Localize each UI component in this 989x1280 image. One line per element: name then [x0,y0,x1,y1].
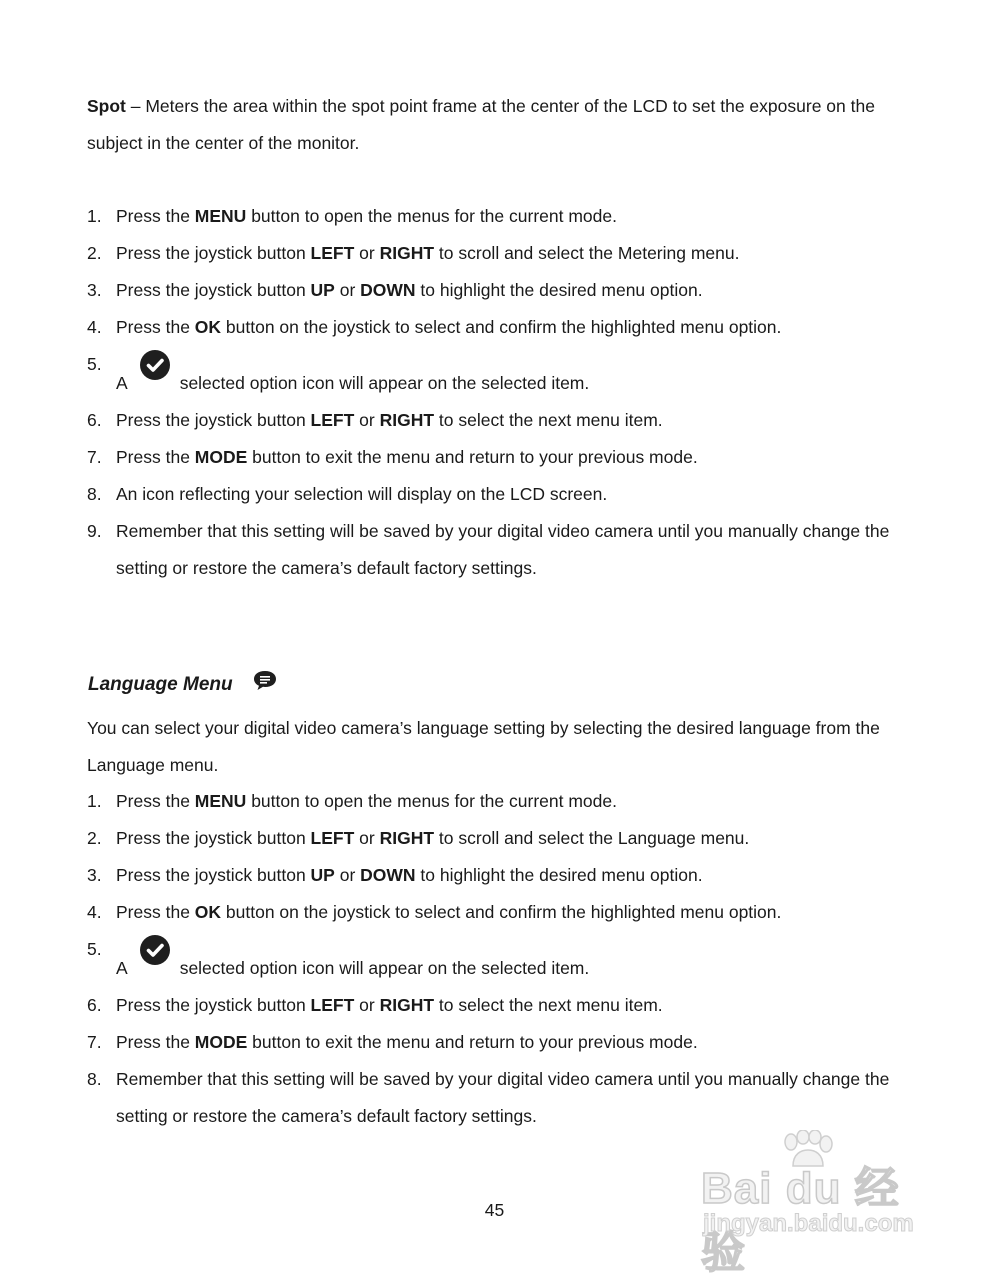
list-item [87,1061,917,1135]
list-item [87,235,917,272]
button-name: RIGHT [379,828,435,848]
step-text: button on the joystick to select and confirm the highlighted menu option. [221,317,782,337]
step-text: A [116,958,128,978]
speech-bubble-icon [252,669,278,693]
step-text: or [354,243,380,263]
list-item [87,857,917,894]
list-item-number: 2. [87,828,102,848]
list-item [87,931,917,987]
step-text: Press the joystick button [116,410,311,430]
step-text: Press the joystick button [116,280,311,300]
list-item [87,783,917,820]
list-item [87,309,917,346]
button-name: LEFT [310,995,355,1015]
list-item [87,272,917,309]
step-text: button to exit the menu and return to your previous mode. [247,1032,698,1052]
step-text: Press the joystick button [116,865,311,885]
button-name: LEFT [310,410,355,430]
step-text: Press the joystick button [116,243,311,263]
check-circle-icon [140,350,170,380]
list-item-number: 3. [87,865,102,885]
step-text: to scroll and select the Metering menu. [434,243,740,263]
step-text: button to open the menus for the current mode. [246,206,617,226]
button-name: LEFT [310,828,355,848]
list-item [87,820,917,857]
step-text: to scroll and select the Language menu. [434,828,750,848]
list-item [87,1024,917,1061]
list-item [87,402,917,439]
spot-term: Spot [87,96,126,116]
step-text: to select the next menu item. [434,995,663,1015]
list-item-number: 3. [87,280,102,300]
list-item [87,198,917,235]
list-item-number: 8. [87,1069,102,1089]
list-item-number: 5. [87,939,102,959]
button-name: OK [194,902,222,922]
button-name: DOWN [360,865,416,885]
step-text: Remember that this setting will be saved by your digital video camera until you manually change the setting or restore the camera’s default factory settings. [116,521,890,578]
step-text: Press the [116,791,195,811]
spot-paragraph [87,88,917,162]
step-text: to highlight the desired menu option. [415,280,703,300]
step-text: Press the [116,317,195,337]
list-item-number: 1. [87,206,102,226]
button-name: DOWN [360,280,416,300]
list-item-number: 9. [87,521,102,541]
list-item-number: 6. [87,995,102,1015]
button-name: RIGHT [379,995,435,1015]
button-name: LEFT [310,243,355,263]
list-item-number: 7. [87,447,102,467]
list-item-number: 4. [87,902,102,922]
step-text: button to exit the menu and return to your previous mode. [247,447,698,467]
list-item [87,476,917,513]
step-text: Press the [116,1032,195,1052]
step-text: An icon reflecting your selection will display on the LCD screen. [116,484,608,504]
spot-dash: – [125,96,146,116]
step-text: to highlight the desired menu option. [415,865,703,885]
step-text: or [334,865,361,885]
step-text: button on the joystick to select and confirm the highlighted menu option. [221,902,782,922]
page-number: 45 [484,1200,505,1220]
list-item [87,987,917,1024]
button-name: OK [194,317,222,337]
button-name: RIGHT [379,243,435,263]
step-text: Press the [116,206,195,226]
list-item [87,513,917,587]
list-item [87,439,917,476]
step-text: to select the next menu item. [434,410,663,430]
baidu-watermark [701,1130,931,1277]
metering-steps-list [87,198,917,587]
check-circle-icon [140,935,170,965]
step-text: button to open the menus for the current mode. [246,791,617,811]
watermark-url: jingyan.baidu.com [703,1210,914,1237]
list-item [87,346,917,402]
button-name: MODE [194,447,248,467]
spot-description: Meters the area within the spot point frame at the center of the LCD to set the exposure on the subject in the center of the monitor. [87,96,875,153]
step-text: Press the joystick button [116,995,311,1015]
list-item-number: 4. [87,317,102,337]
button-name: MENU [194,206,247,226]
step-text: Press the [116,447,195,467]
step-text: A [116,373,128,393]
button-name: UP [310,280,335,300]
step-text: Remember that this setting will be saved by your digital video camera until you manually change the setting or restore the camera’s default factory settings. [116,1069,890,1126]
language-intro: You can select your digital video camera’s language setting by selecting the desired language from the Language menu. [87,718,880,775]
step-text: or [334,280,361,300]
watermark-logo-text: Bai du 经验 [701,1164,900,1277]
step-text: Press the [116,902,195,922]
language-heading: Language Menu [88,674,233,695]
button-name: RIGHT [379,410,435,430]
list-item-number: 7. [87,1032,102,1052]
step-text: selected option icon will appear on the selected item. [179,958,590,978]
list-item-number: 6. [87,410,102,430]
step-text: or [354,995,380,1015]
button-name: MENU [194,791,247,811]
list-item-number: 2. [87,243,102,263]
list-item-number: 1. [87,791,102,811]
list-item [87,894,917,931]
button-name: MODE [194,1032,248,1052]
list-item-number: 8. [87,484,102,504]
step-text: Press the joystick button [116,828,311,848]
language-steps-list [87,783,917,1135]
step-text: or [354,828,380,848]
step-text: selected option icon will appear on the selected item. [179,373,590,393]
list-item-number: 5. [87,354,102,374]
button-name: UP [310,865,335,885]
step-text: or [354,410,380,430]
